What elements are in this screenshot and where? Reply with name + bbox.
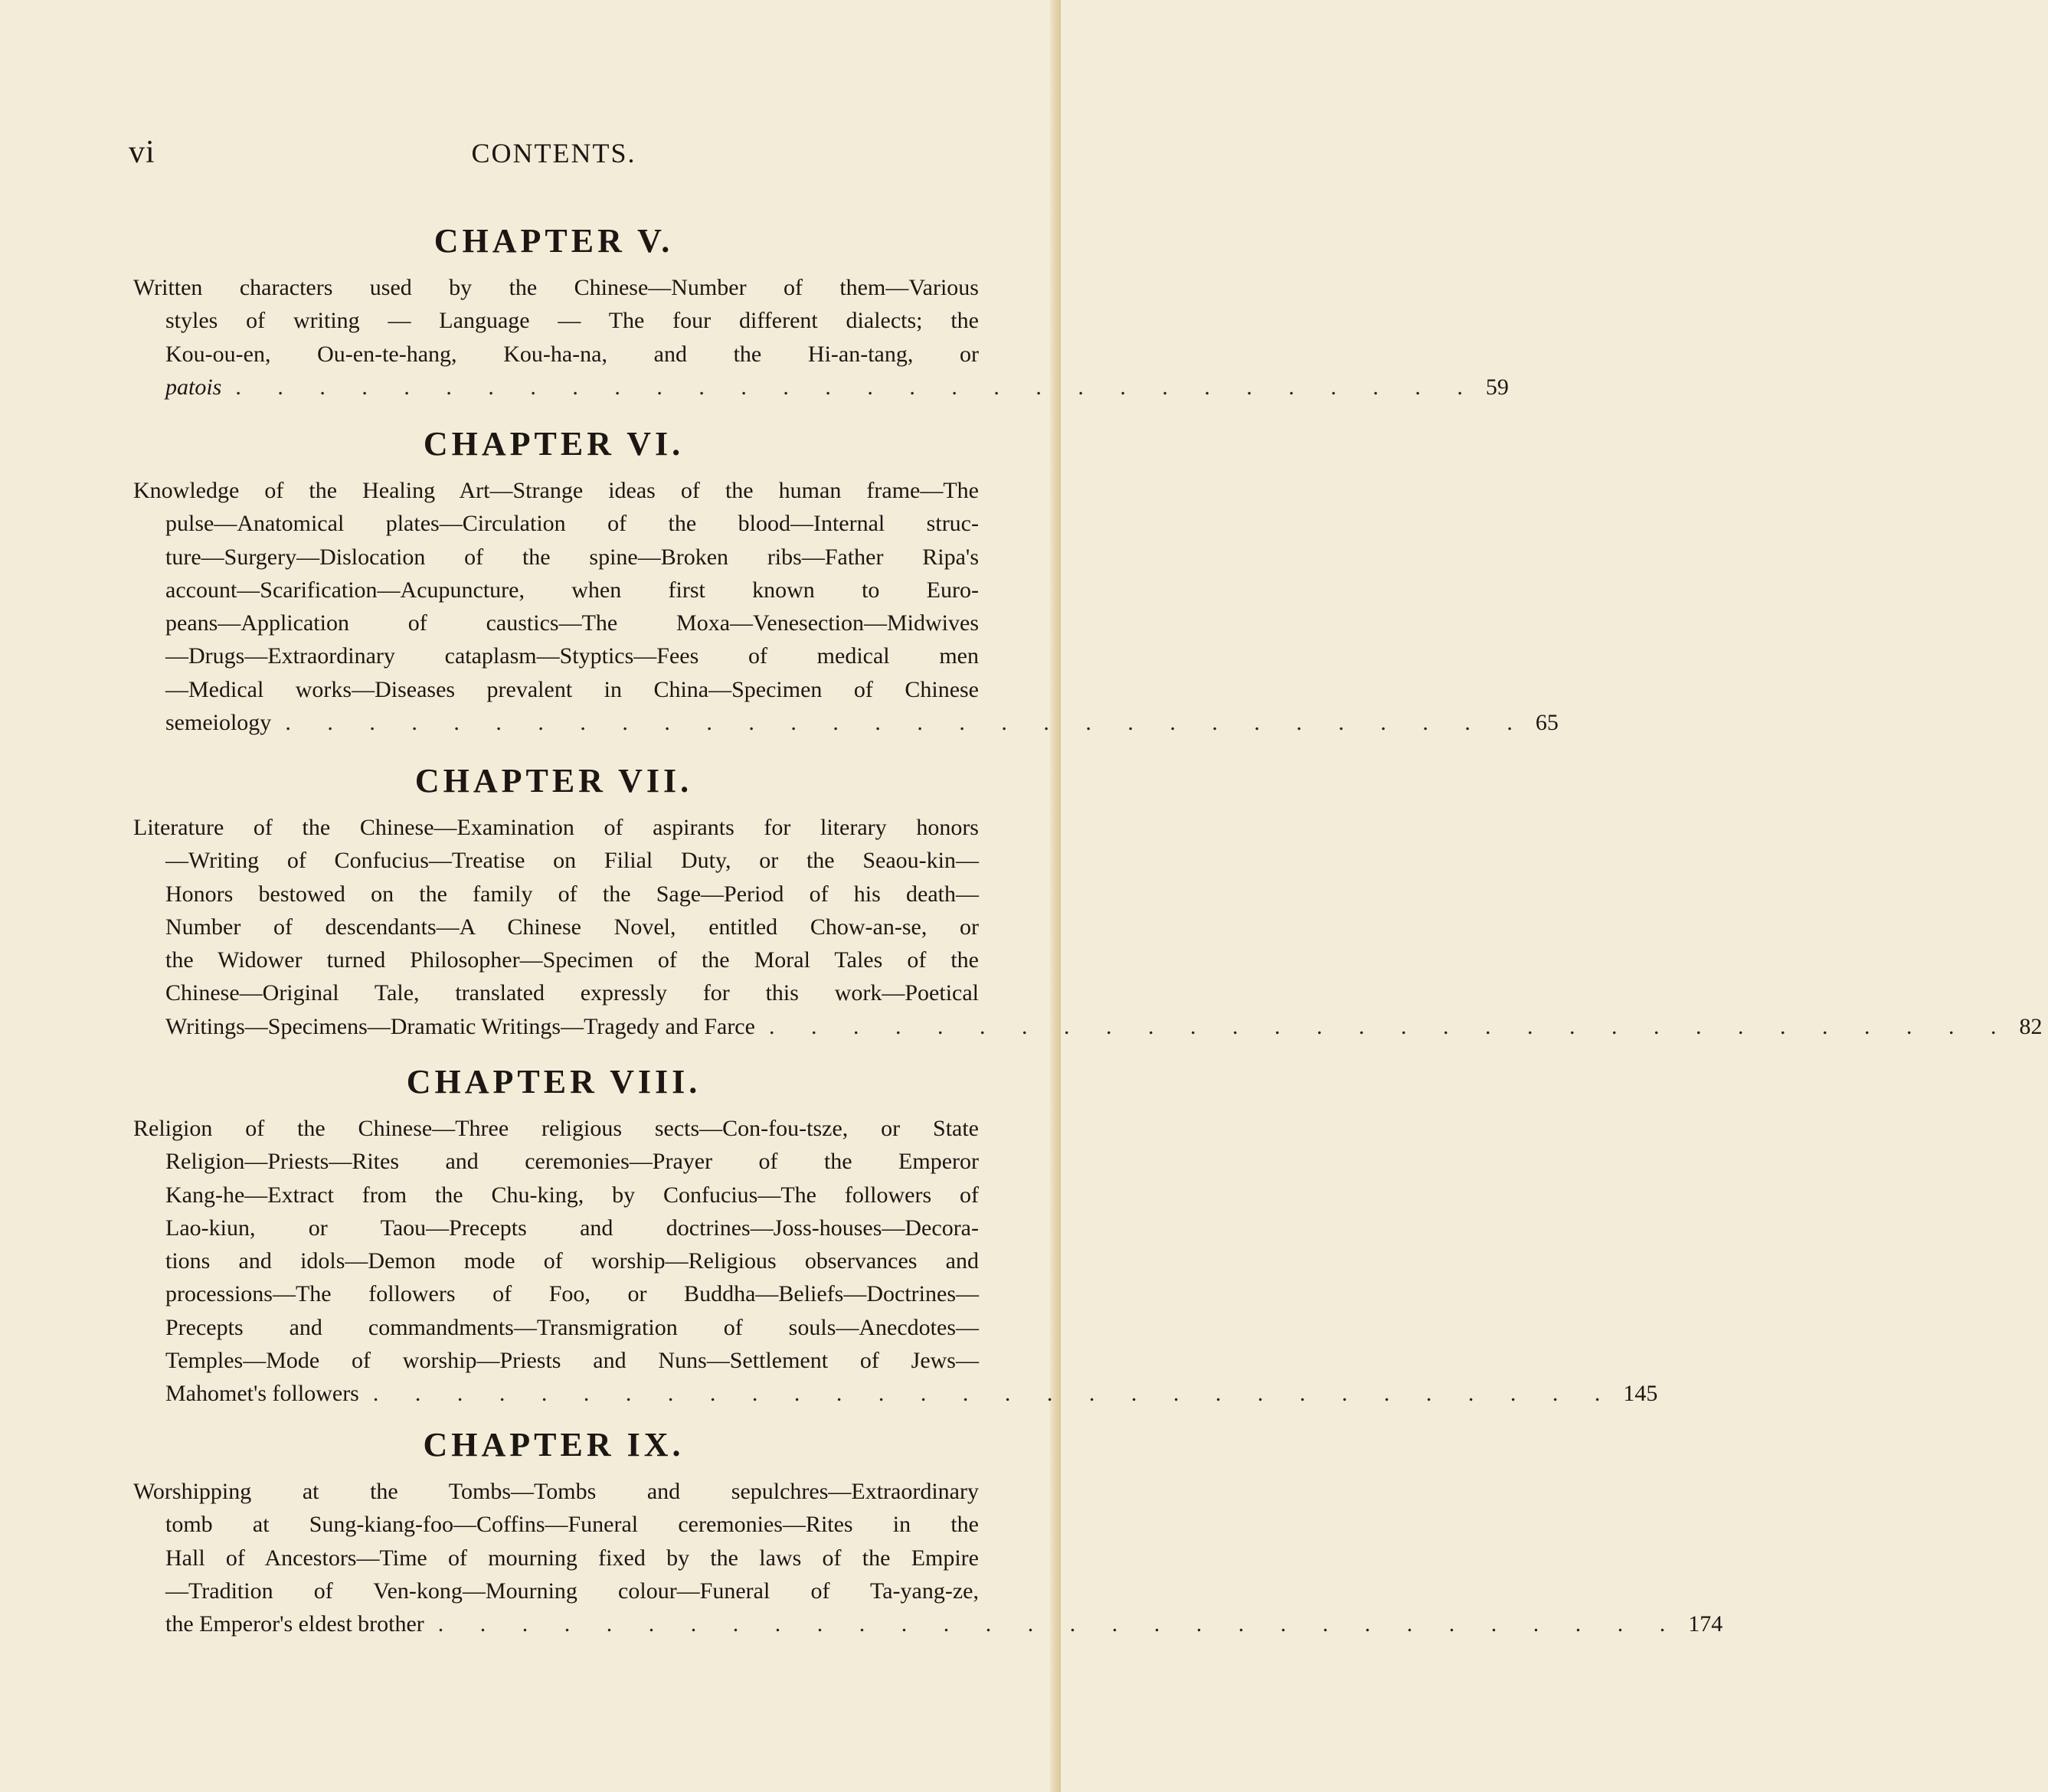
summary-line: Kou-ou-en, Ou-en-te-hang, Kou-ha-na, and the Hi-an-tang, or (165, 341, 979, 367)
page-ref: 145 (1623, 1381, 1658, 1407)
summary-last-line (129, 371, 1509, 404)
summary-line: —Writing of Confucius—Treatise on Filial Duty, or the Seaou-kin— (165, 848, 979, 874)
summary-line: —Medical works—Diseases prevalent in China—Specimen of Chinese (165, 676, 979, 702)
summary-line: tomb at Sung-kiang-foo—Coffins—Funeral ceremonies—Rites in the (165, 1512, 979, 1538)
summary-line: Chinese—Original Tale, translated expressly for this work—Poetical (165, 980, 979, 1006)
chapter-summary (129, 1112, 1658, 1411)
summary-line: Lao-kiun, or Taou—Precepts and doctrines—Joss-houses—Decora- (165, 1215, 979, 1241)
dot-leader: . . . . . . . . . . . . . . . . . . . . . . . . . . . . . . (235, 374, 1478, 400)
page-ref: 59 (1485, 374, 1509, 400)
summary-line: Kang-he—Extract from the Chu-king, by Confucius—The followers of (165, 1182, 979, 1208)
summary-line: Literature of the Chinese—Examination of aspirants for literary honors (133, 815, 979, 840)
running-head: CONTENTS. (471, 138, 636, 168)
summary-line: ture—Surgery—Dislocation of the spine—Broken ribs—Father Ripa's (165, 544, 979, 570)
chapter-7 (129, 762, 2043, 1043)
dot-leader: . . . . . . . . . . . . . . . . . . . . . . . . . . . . . . (285, 710, 1528, 736)
chapter-9 (129, 1426, 1723, 1640)
summary-line-text: the Emperor's eldest brother (165, 1611, 424, 1637)
page-header (129, 134, 979, 172)
summary-line-text: Mahomet's followers (165, 1381, 359, 1407)
summary-line-text: semeiology (165, 710, 272, 736)
summary-line-text: patois (165, 374, 222, 400)
summary-line: tions and idols—Demon mode of worship—Religious observances and (165, 1248, 979, 1274)
summary-line: pulse—Anatomical plates—Circulation of the blood—Internal struc- (165, 511, 979, 537)
chapter-8 (129, 1063, 1658, 1411)
chapter-summary (129, 271, 1509, 404)
summary-line: the Widower turned Philosopher—Specimen of the Moral Tales of the (165, 947, 979, 973)
summary-line: Worshipping at the Tombs—Tombs and sepulchres—Extraordinary (133, 1479, 979, 1504)
page-number: vi (129, 135, 155, 170)
chapter-title: CHAPTER VII. (414, 762, 693, 800)
chapter-title: CHAPTER IX. (423, 1426, 685, 1463)
summary-line: Temples—Mode of worship—Priests and Nuns—Settlement of Jews— (165, 1348, 979, 1374)
summary-line: —Drugs—Extraordinary cataplasm—Styptics—Fees of medical men (165, 643, 979, 669)
summary-line: Religion—Priests—Rites and ceremonies—Prayer of the Emperor (165, 1149, 979, 1175)
summary-last-line (129, 1377, 1658, 1410)
dot-leader: . . . . . . . . . . . . . . . . . . . . . . . . . . . . . . (768, 1013, 2012, 1039)
page-edge (1050, 0, 1061, 1792)
page-ref: 174 (1688, 1611, 1723, 1637)
summary-line: Religion of the Chinese—Three religious sects—Con-fou-tsze, or State (133, 1116, 979, 1141)
chapter-title: CHAPTER V. (433, 222, 674, 260)
summary-line: Precepts and commandments—Transmigration of souls—Anecdotes— (165, 1314, 979, 1340)
summary-line: styles of writing — Language — The four different dialects; the (165, 308, 979, 334)
chapter-5 (129, 222, 1509, 404)
summary-line-text: Writings—Specimens—Dramatic Writings—Tragedy and Farce (165, 1013, 755, 1039)
summary-line: Knowledge of the Healing Art—Strange ideas of the human frame—The (133, 478, 979, 503)
dot-leader: . . . . . . . . . . . . . . . . . . . . . . . . . . . . . . (437, 1611, 1681, 1637)
page-ref: 82 (2019, 1013, 2043, 1039)
summary-last-line (129, 1607, 1723, 1640)
summary-line: Written characters used by the Chinese—Number of them—Various (133, 275, 979, 300)
summary-line: —Tradition of Ven-kong—Mourning colour—Funeral of Ta-yang-ze, (165, 1578, 979, 1604)
summary-line: Number of descendants—A Chinese Novel, entitled Chow-an-se, or (165, 914, 979, 940)
summary-line: Hall of Ancestors—Time of mourning fixed by the laws of the Empire (165, 1545, 979, 1571)
chapter-summary (129, 474, 1559, 739)
summary-line: peans—Application of caustics—The Moxa—Venesection—Midwives (165, 610, 979, 636)
chapter-title: CHAPTER VIII. (406, 1063, 702, 1100)
chapter-6 (129, 425, 1559, 739)
summary-line: Honors bestowed on the family of the Sage—Period of his death— (165, 881, 979, 907)
chapter-title: CHAPTER VI. (423, 425, 685, 463)
summary-last-line (129, 706, 1559, 739)
summary-line: processions—The followers of Foo, or Buddha—Beliefs—Doctrines— (165, 1281, 979, 1307)
summary-line: account—Scarification—Acupuncture, when first known to Euro- (165, 577, 979, 603)
dot-leader: . . . . . . . . . . . . . . . . . . . . . . . . . . . . . . (372, 1381, 1616, 1407)
chapter-summary (129, 811, 2043, 1043)
chapter-summary (129, 1475, 1723, 1640)
summary-last-line (129, 1010, 2043, 1043)
page-ref: 65 (1535, 710, 1559, 736)
